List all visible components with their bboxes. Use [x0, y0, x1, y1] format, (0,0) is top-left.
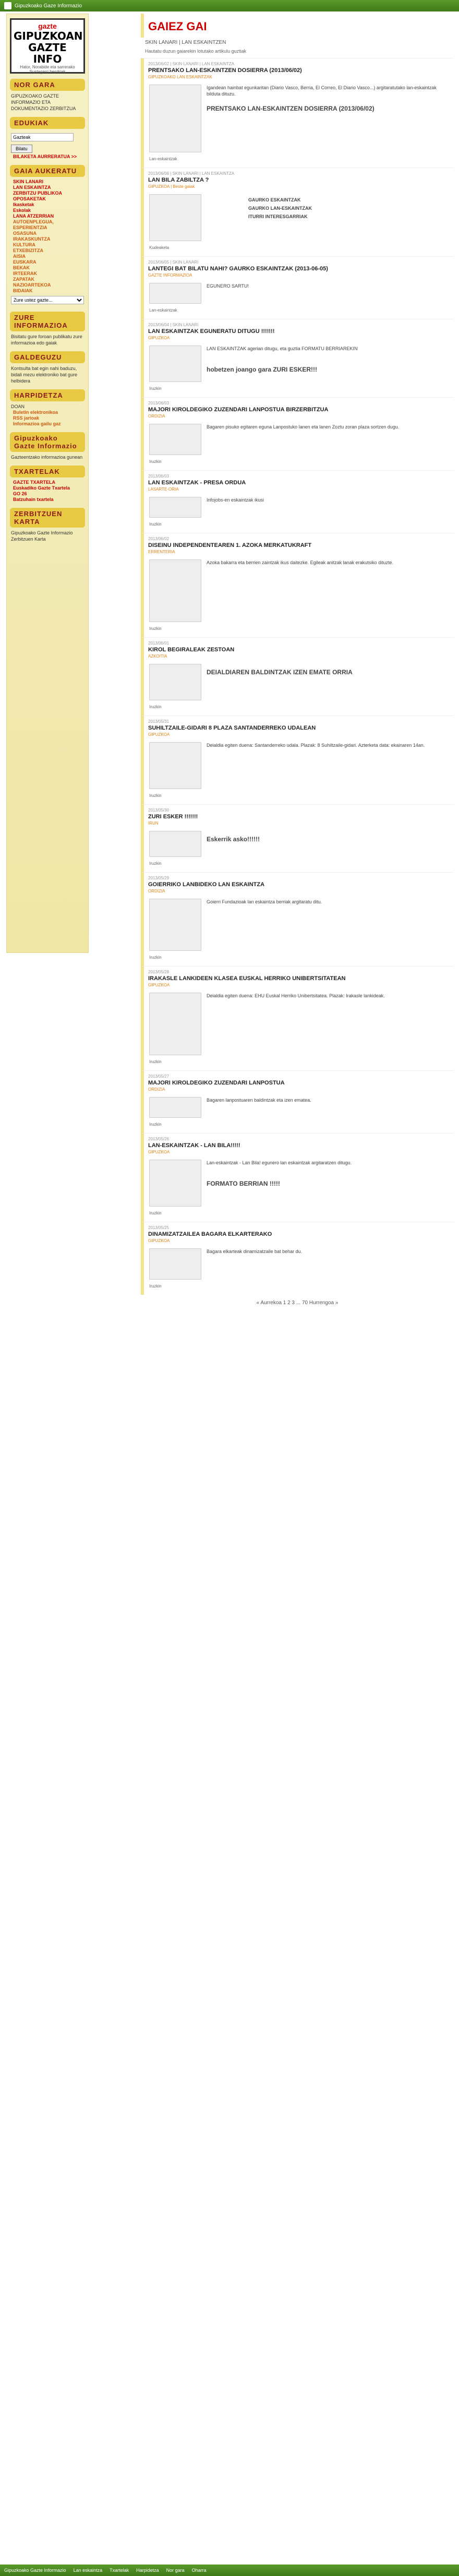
post-thumbnail[interactable]	[149, 345, 201, 382]
post-footer[interactable]: Iruzkin	[149, 626, 162, 631]
topic-list	[7, 179, 88, 294]
post-list-item[interactable]: GAURKO LAN-ESKAINTZAK	[248, 206, 312, 211]
topic-link[interactable]: OSASUNA	[13, 231, 37, 236]
topic-link[interactable]: OPOSAKETAK	[13, 196, 46, 201]
post-footer[interactable]: Iruzkin	[149, 386, 162, 391]
post-category[interactable]: GAZTE INFORMAZIOA	[148, 273, 192, 278]
topic-link[interactable]: NAZIOARTEKOA	[13, 282, 51, 288]
main-content	[141, 14, 454, 1308]
post-text: Bagaren pisuko egitaren eguna Lanpostuko lanen eta lanen Zoztu zoran plaza sortzen dugu.	[207, 424, 400, 430]
topic-link[interactable]: BIDAIAK	[13, 288, 33, 293]
post-footer[interactable]: Iruzkin	[149, 1059, 162, 1064]
topic-link[interactable]: BEKAK	[13, 265, 30, 270]
post-footer[interactable]: Iruzkin	[149, 1211, 162, 1215]
post-highlight: hobetzen joango gara ZURI ESKER!!!	[207, 366, 318, 373]
post-title[interactable]: PRENTSAKO LAN-ESKAINTZEN DOSIERRA (2013/06/02)	[148, 67, 302, 74]
post-category[interactable]: GIPUZKOA	[148, 1238, 170, 1243]
post-meta: 2013/05/29	[148, 876, 170, 880]
post-meta: 2013/06/02 | SKIN LANARI | LAN ESKAINTZA	[148, 62, 235, 66]
section-text-zerbitzuen-karta: Gipuzkoako Gazte Informazio Zerbitzuen Karta	[11, 530, 73, 542]
post-item	[141, 804, 454, 872]
post-category[interactable]: GIPUZKOA	[148, 1150, 170, 1154]
section-text-nor-gara: GIPUZKOAKO GAZTE INFORMAZIO ETA DOKUMENTAZIO ZERBITZUA	[11, 93, 76, 111]
search-input[interactable]	[11, 133, 74, 141]
post-item	[141, 319, 454, 397]
card-link-2[interactable]: Euskadiko Gazte Txartela	[13, 485, 70, 491]
post-meta: 2013/05/25	[148, 1225, 170, 1230]
post-title[interactable]: LAN ESKAINTZAK - PRESA ORDUA	[148, 480, 246, 486]
post-text: Igandean hainbat egunkaritan (Diario Vasco, Berria, El Correo, El Diario Vasco...) argitaratutako lan-eskaintzak bilduta dituzu.	[207, 85, 437, 97]
post-highlight: Eskerrik asko!!!!!!	[207, 836, 260, 843]
section-heading-txartelak: TXARTELAK	[10, 466, 85, 478]
intro-text: Hautatu duzun gaiarekin lotutako artikulu guztiak	[145, 49, 247, 54]
post-category[interactable]: GIPUZKOA	[148, 732, 170, 737]
post-meta: 2013/05/30	[148, 808, 170, 813]
topic-link[interactable]: IRTEERAK	[13, 271, 38, 276]
breadcrumb[interactable]: SKIN LANARI | LAN ESKAINTZEN	[145, 40, 226, 45]
post-item	[141, 637, 454, 715]
section-heading-gazte-info: Gipuzkoako Gazte Informazio	[10, 432, 85, 452]
post-item	[141, 58, 454, 168]
post-title[interactable]: DISEINU INDEPENDENTEAREN 1. AZOKA MERKATUKRAFT	[148, 542, 312, 548]
sub-link-2[interactable]: RSS jarioak	[13, 415, 40, 421]
topic-link[interactable]: ETXEBIZITZA	[13, 248, 43, 253]
post-category[interactable]: ORDIZIA	[148, 1087, 165, 1092]
topic-link[interactable]: AUTOENPLEGUA, ESPERIENTZIA	[13, 219, 54, 230]
post-item	[141, 715, 454, 804]
post-meta: 2013/05/28	[148, 970, 170, 974]
topic-link[interactable]: LANA ATZERRIAN	[13, 213, 54, 219]
post-title[interactable]: KIROL BEGIRALEAK ZESTOAN	[148, 647, 235, 653]
post-thumbnail[interactable]	[149, 831, 201, 857]
post-meta: 2013/06/04 | SKIN LANARI	[148, 323, 199, 327]
post-footer[interactable]: Iruzkin	[149, 1284, 162, 1289]
post-footer[interactable]: Iruzkin	[149, 793, 162, 798]
post-thumbnail[interactable]	[149, 1248, 201, 1280]
post-meta: 2013/06/01	[148, 641, 170, 646]
post-meta: 2013/05/31	[148, 719, 170, 724]
post-item	[141, 966, 454, 1070]
section-heading-zure-info: ZURE INFORMAZIOA	[10, 312, 85, 331]
section-heading-nor-gara: NOR GARA	[10, 79, 85, 91]
post-meta: 2013/05/27	[148, 1074, 170, 1079]
post-thumbnail[interactable]	[149, 283, 201, 304]
post-thumbnail[interactable]	[149, 424, 201, 455]
bottom-bar-item[interactable]: Nor gara	[166, 2568, 185, 2573]
section-heading-edukiak: EDUKIAK	[10, 117, 85, 129]
post-text: Deialdia egiten duena: EHU Euskal Herriko Unibertsitatea. Plazak: Irakasle lankideak.	[207, 993, 385, 998]
post-item	[141, 533, 454, 637]
post-highlight: DEIALDIAREN BALDINTZAK IZEN EMATE ORRIA	[207, 669, 353, 676]
topic-link[interactable]: SKIN LANARI	[13, 179, 43, 184]
post-item	[141, 1070, 454, 1133]
post-text: Azoka bakarra eta berrien zaintzak ikus daitezke. Egileak anitzak lanak erakutsiko dituzte.	[207, 560, 394, 565]
post-category[interactable]: GIPUZKOA	[148, 336, 170, 340]
logo-subtitle: Hator, Norabide eta sarrerako Sustagarri berrikiak	[20, 65, 75, 74]
topic-link[interactable]: Eskolak	[13, 208, 31, 213]
post-footer[interactable]: Iruzkin	[149, 955, 162, 960]
post-title[interactable]: LAN-ESKAINTZAK - LAN BILA!!!!!	[148, 1142, 240, 1149]
post-thumbnail[interactable]	[149, 1097, 201, 1118]
section-text-galdeguzu: Kontsulta bat egin nahi baduzu, bidali mezu elektroniko bat gure helbidera	[11, 366, 78, 384]
post-footer[interactable]: Iruzkin	[149, 459, 162, 464]
bottom-bar	[0, 2565, 459, 2576]
topic-link[interactable]: KULTURA	[13, 242, 35, 247]
section-text-harpidetza: DOAN	[11, 404, 25, 409]
post-thumbnail[interactable]	[149, 559, 201, 622]
post-category[interactable]: ORDIZIA	[148, 414, 165, 419]
post-title[interactable]: MAJORI KIROLDEGIKO ZUZENDARI LANPOSTUA BIRZERBITZUA	[148, 407, 329, 413]
post-title[interactable]: MAJORI KIROLDEGIKO ZUZENDARI LANPOSTUA	[148, 1080, 285, 1086]
topic-select[interactable]	[11, 296, 84, 304]
post-meta: 2013/06/05 | SKIN LANARI	[148, 260, 199, 265]
post-meta: 2013/06/06 | SKIN LANARI | LAN ESKAINTZA	[148, 171, 235, 176]
topic-link[interactable]: EUSKARA	[13, 259, 37, 265]
section-heading-gaia: GAIA AUKERATU	[10, 165, 85, 177]
app-icon	[4, 2, 11, 9]
post-meta: 2013/06/02	[148, 536, 170, 541]
bottom-bar-item[interactable]: Txartelak	[110, 2568, 129, 2573]
page-title: GAIEZ GAI	[141, 14, 454, 38]
top-bar-title: Gipuzkoako Gaze Informazio	[15, 3, 82, 9]
post-text: LAN ESKAINTZAK agerian ditugu, eta guztia FORMATU BERRIAREKIN	[207, 346, 358, 351]
post-footer[interactable]: Iruzkin	[149, 522, 162, 527]
post-title[interactable]: LAN BILA ZABILTZA ?	[148, 177, 209, 183]
post-footer[interactable]: Iruzkin	[149, 1122, 162, 1127]
post-thumbnail[interactable]	[149, 993, 201, 1055]
section-text-zure-info: Bisitatu gure foroan publikatu zure informazioa edo gaiak	[11, 334, 82, 345]
card-link-3[interactable]: GO 26	[13, 491, 27, 496]
post-thumbnail[interactable]	[149, 497, 201, 518]
topic-link[interactable]: ZAPATAK	[13, 277, 34, 282]
topic-link[interactable]: Ikasketak	[13, 202, 34, 207]
post-item	[141, 168, 454, 256]
top-bar	[0, 0, 459, 11]
post-text: Infojobs-en eskaintzak ikusi	[207, 497, 264, 503]
post-category[interactable]: LASARTE-ORIA	[148, 487, 179, 492]
post-title[interactable]: ZURI ESKER !!!!!!!	[148, 814, 198, 820]
post-footer[interactable]: Lan-eskaintzak	[149, 157, 177, 161]
advanced-search-link[interactable]: BILAKETA AURRERATUA >>	[13, 154, 77, 159]
logo-brand: gazte	[38, 22, 57, 30]
post-category[interactable]: GIPUZKOA	[148, 983, 170, 987]
topic-link[interactable]: AISIA	[13, 254, 26, 259]
post-thumbnail[interactable]	[149, 194, 201, 241]
post-highlight: FORMATO BERRIAN !!!!!	[207, 1180, 280, 1187]
post-thumbnail[interactable]	[149, 742, 201, 789]
post-item	[141, 872, 454, 966]
post-footer[interactable]: Iruzkin	[149, 861, 162, 866]
post-category[interactable]: GIPUZKOAKO LAN ESKAINTZAK	[148, 75, 212, 79]
section-heading-harpidetza: HARPIDETZA	[10, 389, 85, 401]
post-footer[interactable]: Kudeaketa	[149, 245, 170, 250]
post-category[interactable]: ORDIZIA	[148, 889, 165, 893]
post-thumbnail[interactable]	[149, 899, 201, 951]
post-item	[141, 1133, 454, 1222]
post-item	[141, 1222, 454, 1295]
sidebar	[6, 14, 89, 953]
post-thumbnail[interactable]	[149, 85, 201, 152]
post-item	[141, 397, 454, 470]
logo-title: GIPUZKOAN GAZTE INFO	[14, 30, 83, 65]
post-item	[141, 470, 454, 533]
section-heading-galdeguzu: GALDEGUZU	[10, 351, 85, 363]
post-list-item[interactable]: GAURKO ESKAINTZAK	[248, 197, 301, 202]
post-text: Lan-eskaintzak - Lan Bila! egunero lan eskaintzak argitaratzen ditugu.	[207, 1160, 352, 1165]
post-footer[interactable]: Lan-eskaintzak	[149, 308, 177, 313]
post-footer[interactable]: Iruzkin	[149, 705, 162, 709]
post-text: EGUNERO SARTU!	[207, 283, 249, 289]
post-meta: 2013/05/26	[148, 1137, 170, 1141]
post-title[interactable]: LANTEGI BAT BILATU NAHI? GAURKO ESKAINTZAK (2013-06-05)	[148, 266, 328, 272]
post-text: Goierri Fundazioak lan eskaintza berriak argitaratu ditu.	[207, 899, 322, 904]
post-meta: 2013/06/03	[148, 401, 170, 406]
post-category[interactable]: GIPUZKOA | Beste gaiak	[148, 184, 195, 189]
post-meta: 2013/06/03	[148, 474, 170, 479]
post-category[interactable]: IRUN	[148, 821, 159, 826]
bottom-bar-item[interactable]: Oharra	[191, 2568, 207, 2573]
post-text: Bagaren lanpostuaren baldintzak eta izen ematea.	[207, 1098, 311, 1103]
sub-link-3[interactable]: Informazioa gailu gaz	[13, 421, 61, 426]
post-category[interactable]: AZKOITIA	[148, 654, 167, 659]
post-title[interactable]: IRAKASLE LANKIDEEN KLASEA EUSKAL HERRIKO UNIBERTSITATEAN	[148, 975, 346, 982]
sub-link-1[interactable]: Buletin elektronikoa	[13, 410, 58, 415]
topic-link[interactable]: IRAKASKUNTZA	[13, 236, 51, 242]
post-thumbnail[interactable]	[149, 1160, 201, 1207]
post-list-item[interactable]: ITURRI INTERESGARRIAK	[248, 214, 308, 219]
topic-link[interactable]: LAN ESKAINTZA	[13, 185, 51, 190]
bottom-bar-item[interactable]: Gipuzkoako Gazte Informazio	[4, 2568, 66, 2573]
topic-link[interactable]: ZERBITZU PUBLIKOA	[13, 190, 62, 196]
post-text: Bagara elkarteak dinamizatzaile bat behar du.	[207, 1249, 303, 1254]
search-button[interactable]: Bilatu	[11, 145, 32, 153]
card-link-4[interactable]: Batzuhain txartela	[13, 497, 54, 502]
section-heading-zerbitzuen-karta: ZERBITZUEN KARTA	[10, 508, 85, 528]
post-thumbnail[interactable]	[149, 664, 201, 700]
post-highlight: PRENTSAKO LAN-ESKAINTZEN DOSIERRA (2013/06/02)	[207, 105, 375, 112]
post-list	[141, 58, 454, 1295]
post-category[interactable]: ERRENTERIA	[148, 550, 175, 554]
post-text: Deialdia egiten duena: Santanderreko udala. Plazak: 8 Suhiltzaile-gidari. Azterketa data: ekainaren 14an.	[207, 743, 425, 748]
bottom-bar-item[interactable]: Harpidetza	[136, 2568, 159, 2573]
post-title[interactable]: DINAMIZATZAILEA BAGARA ELKARTERAKO	[148, 1231, 272, 1237]
pager[interactable]: « Aurrekoa 1 2 3 ... 70 Hurrengoa »	[256, 1300, 339, 1306]
card-link-1[interactable]: GAZTE TXARTELA	[13, 480, 55, 485]
bottom-bar-item[interactable]: Lan eskaintza	[73, 2568, 103, 2573]
site-logo[interactable]	[10, 18, 85, 74]
post-title[interactable]: SUHILTZAILE-GIDARI 8 PLAZA SANTANDERREKO UDALEAN	[148, 725, 316, 731]
post-title[interactable]: GOIERRIKO LANBIDEKO LAN ESKAINTZA	[148, 881, 265, 888]
post-title[interactable]: LAN ESKAINTZAK EGUNERATU DITUGU !!!!!!!	[148, 328, 275, 335]
section-text-gazte-info: Gazteentzako informazioa gunean	[11, 455, 83, 460]
post-item	[141, 256, 454, 319]
